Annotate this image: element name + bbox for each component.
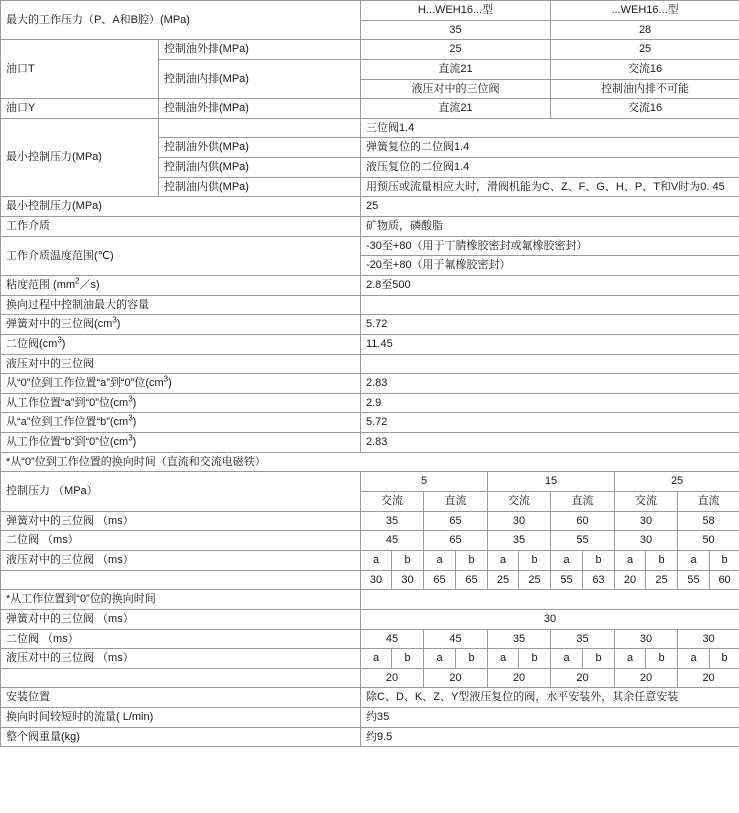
position-label-pre-3: 从工作位置“b”到“0”位(cm: [6, 436, 129, 449]
stz-ab-value-5: 20: [678, 668, 739, 688]
switch-to-zero-note: *从工作位置到“0”位的换向时间: [1, 590, 361, 610]
table-row-stw-two-position: [1, 531, 739, 551]
position-row-label-0: [1, 374, 361, 394]
stw-r1-v2: 35: [488, 531, 551, 551]
hydraulic-centered-label: 液压对中的三位阀: [1, 354, 361, 374]
position-row-label-3: [1, 433, 361, 453]
max-pressure-label: 最大的工作压力（P、A和B腔）(MPa): [1, 1, 361, 40]
stz-ab-value-4: 20: [615, 668, 678, 688]
position-label-superscript-3: 3: [128, 433, 133, 443]
stz-ab-header-10: a: [678, 649, 710, 669]
position-label-post-2: ): [132, 416, 137, 429]
footer-label-1: 换向时间较短时的流量( L/min): [1, 708, 361, 728]
stz-two-position-value-0: 45: [361, 629, 424, 649]
position-row-value-1: 2.9: [361, 393, 739, 413]
viscosity-label: [1, 275, 361, 295]
capacity-row-label-0: [1, 315, 361, 335]
stw-ab-header-7: b: [583, 550, 615, 570]
table-row-stw-spring: [1, 511, 739, 531]
table-row-max-pressure: [1, 1, 739, 21]
min-ctrl-sub-2: 控制油内供(MPa): [159, 158, 361, 178]
table-row-stw-hydraulic-ab: [1, 550, 739, 570]
table-row-stz-hydraulic-ab: [1, 649, 739, 669]
stw-ab-value-1: 30: [392, 570, 424, 590]
stz-ab-header-4: a: [488, 649, 519, 669]
stz-two-position-value-2: 35: [488, 629, 551, 649]
stw-r0-v0: 35: [361, 511, 424, 531]
stz-two-position-value-1: 45: [424, 629, 488, 649]
position-row-label-1: [1, 393, 361, 413]
stw-ab-header-1: b: [392, 550, 424, 570]
stz-hydraulic-label: 液压对中的三位阀 （ms）: [1, 649, 361, 669]
stw-r0-v2: 30: [488, 511, 551, 531]
capacity-row-label-1: [1, 334, 361, 354]
simple-row-value-1: 矿物质，磷酸脂: [361, 217, 739, 237]
stz-spring-label: 弹簧对中的三位阀 （ms）: [1, 609, 361, 629]
stw-ab-header-3: b: [456, 550, 488, 570]
port-t-external-drain-label: 控制油外排(MPa): [159, 40, 361, 60]
position-row-value-2: 5.72: [361, 413, 739, 433]
stw-ab-header-8: a: [615, 550, 646, 570]
stz-two-position-label: 二位阀 （ms）: [1, 629, 361, 649]
capacity-row-value-0: 5.72: [361, 315, 739, 335]
port-t-internal-note-1: 液压对中的三位阀: [361, 79, 551, 99]
position-label-post-3: ): [132, 436, 137, 449]
footer-label-2: 整个阀重量(kg): [1, 727, 361, 747]
stw-r1-v0: 45: [361, 531, 424, 551]
min-ctrl-value-3: 用预压或流量相应大时，滑阀机能为C、Z、F、G、H、P、T和V时为0. 45: [361, 177, 739, 197]
stw-r0-v1: 65: [424, 511, 488, 531]
table-row-stz-ab-values: [1, 668, 739, 688]
port-y-value-1: 直流21: [361, 99, 551, 119]
footer-value-0: 除C、D、K、Z、Y型液压复位的阀，水平安装外，其余任意安装: [361, 688, 739, 708]
temperature-value-2: -20至+80（用于氟橡胶密封）: [361, 256, 739, 276]
stz-two-position-value-4: 30: [615, 629, 678, 649]
capacity-label-superscript-0: 3: [112, 315, 117, 325]
stw-ab-values-label: [1, 570, 361, 590]
table-row-switch-to-zero-note: [1, 590, 739, 610]
current-type-4: 交流: [615, 492, 678, 512]
stz-ab-header-0: a: [361, 649, 392, 669]
stz-ab-header-5: b: [519, 649, 551, 669]
footer-value-1: 约35: [361, 708, 739, 728]
table-row-stz-spring: [1, 609, 739, 629]
stw-row-label-0: 弹簧对中的三位阀 （ms）: [1, 511, 361, 531]
stw-ab-header-11: b: [710, 550, 739, 570]
min-control-pressure-label: 最小控制压力(MPa): [1, 118, 159, 197]
stz-ab-header-3: b: [456, 649, 488, 669]
stz-ab-values-label: [1, 668, 361, 688]
stz-ab-value-1: 20: [424, 668, 488, 688]
model-col-2-header: ...WEH16...型: [551, 1, 739, 21]
stz-ab-value-3: 20: [551, 668, 615, 688]
temperature-range-label: 工作介质温度范围(℃): [1, 236, 361, 275]
position-label-superscript-1: 3: [128, 394, 133, 404]
max-pressure-value-2: 28: [551, 20, 739, 40]
table-row-switch-to-work-note: [1, 452, 739, 472]
simple-row-label-0: 最小控制压力(MPa): [1, 197, 361, 217]
current-type-1: 直流: [424, 492, 488, 512]
stz-ab-value-2: 20: [488, 668, 551, 688]
pressure-group-1: 15: [488, 472, 615, 492]
max-pressure-value-1: 35: [361, 20, 551, 40]
table-row-temperature-1: [1, 236, 739, 256]
pressure-group-0: 5: [361, 472, 488, 492]
min-ctrl-value-1: 弹簧复位的二位阀1.4: [361, 138, 739, 158]
stw-ab-value-10: 55: [678, 570, 710, 590]
table-row-port-y: [1, 99, 739, 119]
stz-ab-header-7: b: [583, 649, 615, 669]
stz-ab-header-9: b: [646, 649, 678, 669]
position-row-label-2: [1, 413, 361, 433]
stz-ab-header-11: b: [710, 649, 739, 669]
port-t-internal-value-1: 直流21: [361, 59, 551, 79]
stw-ab-header-4: a: [488, 550, 519, 570]
stw-ab-value-3: 65: [456, 570, 488, 590]
viscosity-label-pre: 粘度范围 (mm: [6, 278, 76, 291]
stz-two-position-value-3: 35: [551, 629, 615, 649]
switch-to-zero-note-blank: [361, 590, 739, 610]
stw-ab-value-2: 65: [424, 570, 456, 590]
stw-r1-v1: 65: [424, 531, 488, 551]
table-row-flow-rate: [1, 708, 739, 728]
table-row-capacity-two-position: [1, 334, 739, 354]
position-label-post-1: ): [132, 396, 137, 409]
position-row-value-3: 2.83: [361, 433, 739, 453]
capacity-label-superscript-1: 3: [57, 335, 62, 345]
port-t-internal-note-2: 控制油内排不可能: [551, 79, 739, 99]
stw-ab-value-4: 25: [488, 570, 519, 590]
port-y-label: 油口Y: [1, 99, 159, 119]
footer-label-0: 安装位置: [1, 688, 361, 708]
position-row-value-0: 2.83: [361, 374, 739, 394]
position-label-pre-2: 从“a”位到工作位置“b”(cm: [6, 416, 129, 429]
port-y-external-drain-label: 控制油外排(MPa): [159, 99, 361, 119]
viscosity-value: 2.8至500: [361, 275, 739, 295]
stw-ab-value-9: 25: [646, 570, 678, 590]
table-row-control-pressure-header: [1, 472, 739, 492]
hydraulic-centered-value: [361, 354, 739, 374]
stw-ab-header-5: b: [519, 550, 551, 570]
footer-value-2: 约9.5: [361, 727, 739, 747]
capacity-label-post-0: ): [116, 318, 121, 331]
table-row-weight: [1, 727, 739, 747]
stz-two-position-value-5: 30: [678, 629, 739, 649]
table-row-position-2: [1, 413, 739, 433]
table-row-stw-ab-values: [1, 570, 739, 590]
simple-row-label-1: 工作介质: [1, 217, 361, 237]
stw-ab-value-5: 25: [519, 570, 551, 590]
stw-ab-header-9: b: [646, 550, 678, 570]
current-type-3: 直流: [551, 492, 615, 512]
stw-r1-v4: 30: [615, 531, 678, 551]
table-row-capacity-section: [1, 295, 739, 315]
stz-ab-header-1: b: [392, 649, 424, 669]
stz-ab-value-0: 20: [361, 668, 424, 688]
switch-to-work-note: *从“0”位到工作位置的换向时间（直流和交流电磁铁）: [1, 452, 739, 472]
stw-row-label-1: 二位阀 （ms）: [1, 531, 361, 551]
control-pressure-label: 控制压力 （MPa）: [1, 472, 361, 511]
stw-ab-value-8: 20: [615, 570, 646, 590]
min-ctrl-sub-1: 控制油外供(MPa): [159, 138, 361, 158]
table-row-position-1: [1, 393, 739, 413]
table-row-position-3: [1, 433, 739, 453]
table-row-hydraulic-centered: [1, 354, 739, 374]
port-t-internal-drain-label: 控制油内排(MPa): [159, 59, 361, 98]
min-ctrl-value-2: 液压复位的二位阀1.4: [361, 158, 739, 178]
capacity-label-post-1: ): [61, 337, 66, 350]
table-row-min-ctrl-1: [1, 118, 739, 138]
capacity-label-pre-0: 弹簧对中的三位阀(cm: [6, 318, 113, 331]
pressure-group-2: 25: [615, 472, 739, 492]
table-row-min-ctrl-pressure-2: [1, 197, 739, 217]
min-ctrl-sub-0: [159, 118, 361, 138]
port-y-value-2: 交流16: [551, 99, 739, 119]
capacity-row-value-1: 11.45: [361, 334, 739, 354]
stw-ab-value-6: 55: [551, 570, 583, 590]
stw-r1-v3: 55: [551, 531, 615, 551]
stw-ab-header-10: a: [678, 550, 710, 570]
model-col-1-header: H...WEH16...型: [361, 1, 551, 21]
simple-row-value-0: 25: [361, 197, 739, 217]
stz-ab-header-8: a: [615, 649, 646, 669]
port-t-external-value-2: 25: [551, 40, 739, 60]
stw-ab-header-2: a: [424, 550, 456, 570]
position-label-pre-0: 从“0”位到工作位置“a”到“0”位(cm: [6, 377, 164, 390]
stw-ab-value-11: 60: [710, 570, 739, 590]
table-row-port-t-external: [1, 40, 739, 60]
stw-r0-v4: 30: [615, 511, 678, 531]
capacity-section-value: [361, 295, 739, 315]
stw-ab-header-0: a: [361, 550, 392, 570]
stw-r0-v5: 58: [678, 511, 739, 531]
viscosity-label-superscript: 2: [75, 276, 80, 286]
position-label-post-0: ): [168, 377, 172, 390]
table-row-capacity-spring: [1, 315, 739, 335]
table-row-viscosity: [1, 275, 739, 295]
position-label-superscript-2: 3: [128, 413, 133, 423]
position-label-superscript-0: 3: [163, 374, 169, 384]
stw-ab-header-6: a: [551, 550, 583, 570]
port-t-internal-value-2: 交流16: [551, 59, 739, 79]
port-t-label: 油口T: [1, 40, 159, 99]
temperature-value-1: -30至+80（用于丁腈橡胶密封或氟橡胶密封）: [361, 236, 739, 256]
position-label-pre-1: 从工作位置“a”到“0”位(cm: [6, 396, 129, 409]
min-ctrl-value-0: 三位阀1.4: [361, 118, 739, 138]
stw-r1-v5: 50: [678, 531, 739, 551]
current-type-2: 交流: [488, 492, 551, 512]
stw-ab-value-7: 63: [583, 570, 615, 590]
capacity-section-label: 换向过程中控制油最大的容量: [1, 295, 361, 315]
stz-spring-value: 30: [361, 609, 739, 629]
stw-ab-value-0: 30: [361, 570, 392, 590]
stz-ab-header-2: a: [424, 649, 456, 669]
current-type-5: 直流: [678, 492, 739, 512]
stz-ab-header-6: a: [551, 649, 583, 669]
table-row-working-medium: [1, 217, 739, 237]
port-t-external-value-1: 25: [361, 40, 551, 60]
table-row-mounting-position: [1, 688, 739, 708]
min-ctrl-sub-3: 控制油内供(MPa): [159, 177, 361, 197]
stw-r0-v3: 60: [551, 511, 615, 531]
viscosity-label-post: ／s): [79, 278, 100, 291]
current-type-0: 交流: [361, 492, 424, 512]
table-row-stz-two-position: [1, 629, 739, 649]
table-row-position-0: [1, 374, 739, 394]
capacity-label-pre-1: 二位阀(cm: [6, 337, 58, 350]
stw-hydraulic-label: 液压对中的三位阀 （ms）: [1, 550, 361, 570]
